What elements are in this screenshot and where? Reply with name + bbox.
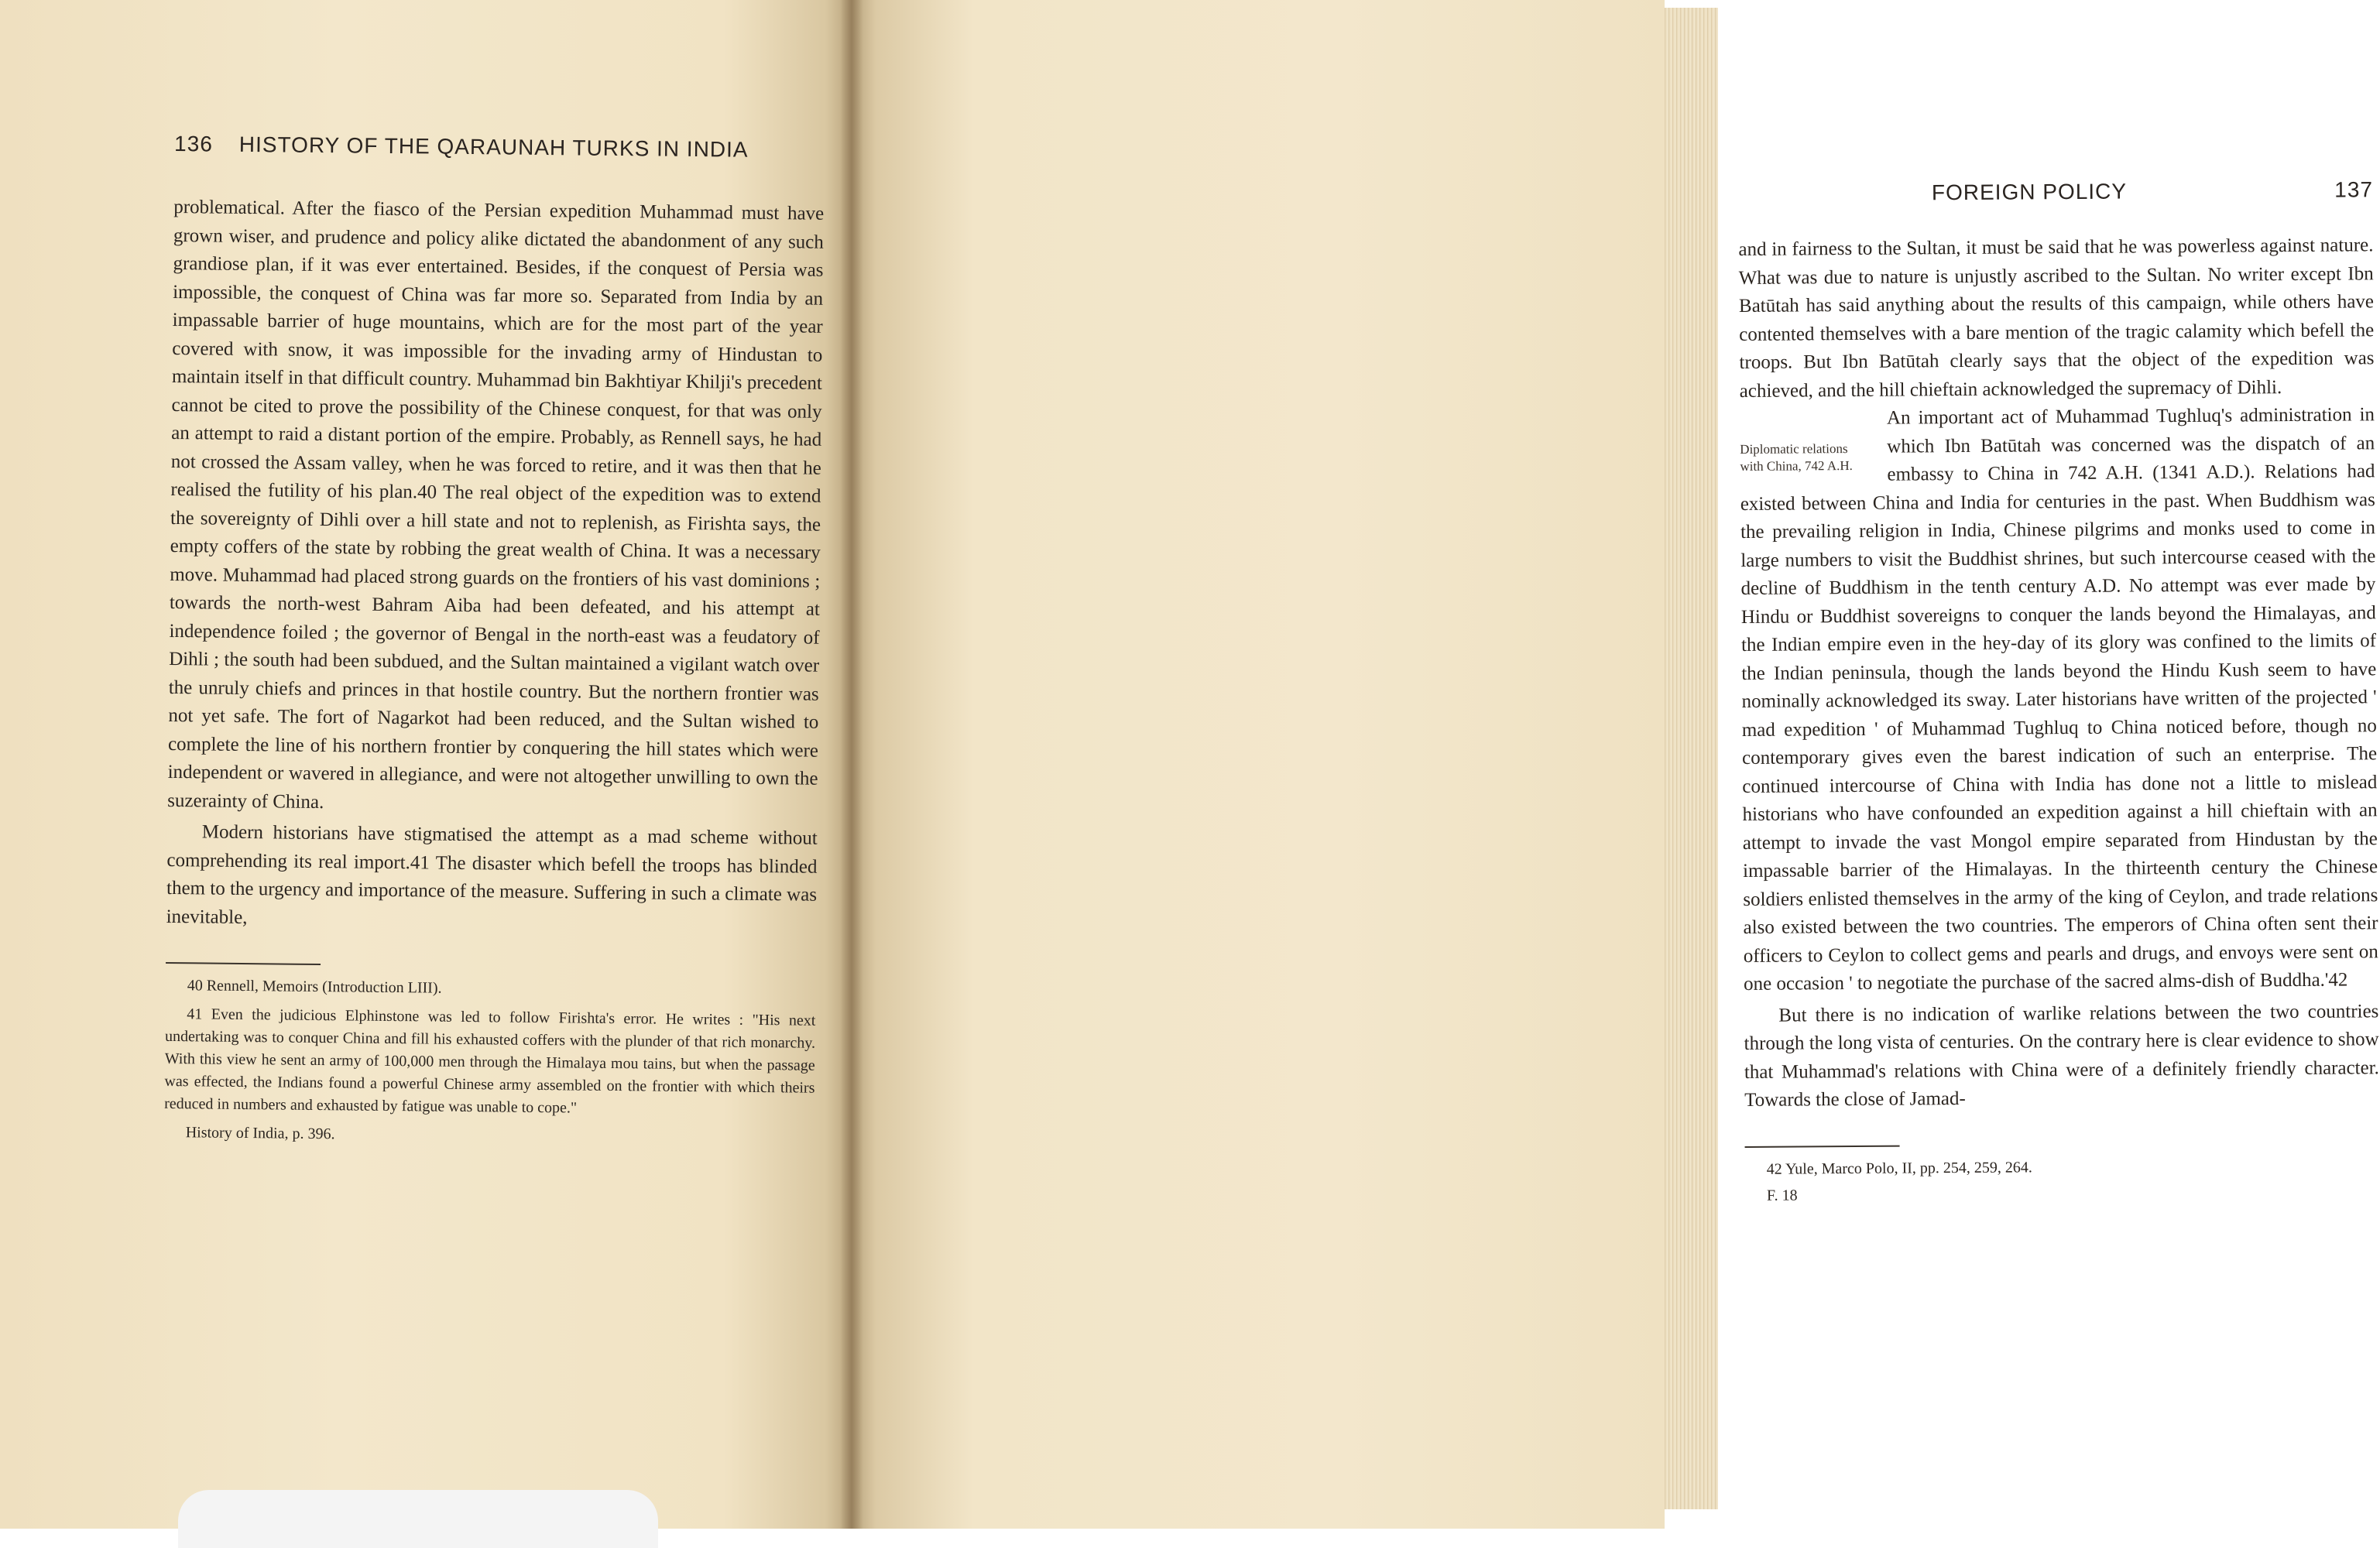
right-paragraph-3: But there is no indication of warlike relations between the two countries through the long vista of centuries. On the contrary here is clear evidence to show that Muhammad's relations with China were of a definitely friendly character. Towards the close of Jamad- [1744, 1000, 2379, 1111]
right-running-head [1738, 177, 2373, 207]
signature-mark: F. 18 [1766, 1186, 1798, 1204]
footnote-40: 40 Rennell, Memoirs (Introduction LIII). [187, 977, 442, 997]
left-page-content [164, 132, 825, 1157]
footnote-rule [166, 962, 321, 965]
left-page-number: 136 [173, 132, 214, 156]
right-running-title: FOREIGN POLICY [1931, 179, 2128, 205]
footnote-41-citation: History of India, p. 396. [185, 1124, 335, 1143]
right-paragraph-2: An important act of Muhammad Tughluq's administration in which Ibn Batūtah was concerned was the dispatch of an embassy to China in 742 A.H. (1341 A.D.). Relations had existed between China and India for centuries in the past. When Buddhism was the prevailing religion in India, Chinese pilgrims and monks used to come in large numbers to visit the Buddhist shrines, but such intercourse ceased with the decline of Buddhism in the tenth century A.D. No attempt was ever made by Hindu or Buddhist sovereigns to conquer the lands beyond the Himalayas, and the Indian empire even in the hey-day of its glory was confined to the limits of the Indian peninsula, though the lands beyond the Hindu Kush seem to have nominally acknowledged its sway. Later historians have written of the projected ' mad expedition ' of Muhammad Tughluq to China noticed before, though no contemporary gives even the barest indication of such an enterprise. The continued intercourse of China with India has done not a little to mislead historians who have confounded an expedition against a hill chieftain with an attempt to invade the vast Mongol empire separated from Hindustan by the impassable barrier of the Himalayas. In the thirteenth century the Chinese soldiers enlisted themselves in the army of the king of Ceylon, and trade relations also existed between the two countries. The emperors of China often sent their officers to Ceylon to collect gems and pearls and drugs, and envoys were sent on one occasion ' to negotiate the purchase of the sacred alms-dish of Buddha.'42 [1740, 404, 2378, 995]
footnote-41: 41 Even the judicious Elphinstone was led to follow Firishta's error. He writes : "His next undertaking was to conquer China and fill his exhausted coffers with the plunder of that rich monarchy. With this view he sent an army of 100,000 men through the Himalaya mou tains, but when the passage was effected, the Indians found a powerful Chinese army assembled on the frontier with which theirs reduced in numbers and exhausted by fatigue was unable to cope." [164, 1005, 816, 1117]
left-running-head [174, 132, 825, 163]
left-paragraph-2: Modern historians have stigmatised the attempt as a mad scheme without comprehending its real import.41 The disaster which befell the troops has blinded them to the urgency and importance of the measure. Suffering in such a climate was inevitable, [166, 821, 818, 928]
footnote-rule-right [1745, 1145, 1900, 1147]
page-edges [1661, 8, 1718, 1509]
right-page-number: 137 [2334, 177, 2374, 202]
glove-hand [178, 1490, 658, 1548]
marginal-note: Diplomatic relations with China, 742 A.H. [1740, 441, 1853, 474]
left-paragraph-1: problematical. After the fiasco of the Persian expedition Muhammad must have grown wiser, and prudence and policy alike dictated the abandonment of any such grandiose plan, if it was ever entertained. Besides, if the conquest of Persia was impossible, the conquest of China was far more so. Separated from India by an impassable barrier of huge mountains, which are for the most part of the year covered with snow, it was impossible for the invading army of Hindustan to maintain itself in that difficult country. Muhammad bin Bakhtiyar Khilji's precedent cannot be cited to prove the possibility of the Chinese conquest, for that was only an attempt to raid a distant portion of the empire. Probably, as Rennell says, he had not crossed the Assam valley, when he was forced to retire, and it was then that he realised the futility of his plan.40 The real object of the expedition was to extend the sovereignty of Dihli over a hill state and not to replenish, as Firishta says, the empty coffers of the state by robbing the great wealth of China. It was a necessary move. Muhammad had placed strong guards on the frontiers of his vast dominions ; towards the north-west Bahram Aiba had been defeated, and his attempt at independence foiled ; the governor of Bengal in the north-east was a feudatory of Dihli ; the south had been subdued, and the Sultan maintained a vigilant watch over the unruly chiefs and princes in that hostile country. But the northern frontier was not yet safe. The fort of Nagarkot had been reduced, and the Sultan wished to complete the line of his northern frontier by conquering the hill states which were independent or wavered in allegiance, and were not altogether unwilling to own the suzerainty of China. [167, 196, 825, 813]
footnote-42: 42 Yule, Marco Polo, II, pp. 254, 259, 264. [1766, 1158, 2032, 1178]
left-page [0, 0, 852, 1529]
left-running-title: HISTORY OF THE QARAUNAH TURKS IN INDIA [238, 132, 749, 162]
book-gutter [840, 0, 863, 1529]
right-paragraph-1: and in fairness to the Sultan, it must be said that he was powerless against nature. What was due to nature is unjustly ascribed to the Sultan. No writer except Ibn Batūtah has said anything about the results of this campaign, while others have contented themselves with a bare mention of the tragic calamity which befell the troops. But Ibn Batūtah clearly says that the object of the expedition was achieved, and the hill chieftain acknowledged the supremacy of Dihli. [1738, 235, 2375, 402]
right-page [852, 0, 2379, 1529]
right-page-content [1738, 177, 2380, 1204]
